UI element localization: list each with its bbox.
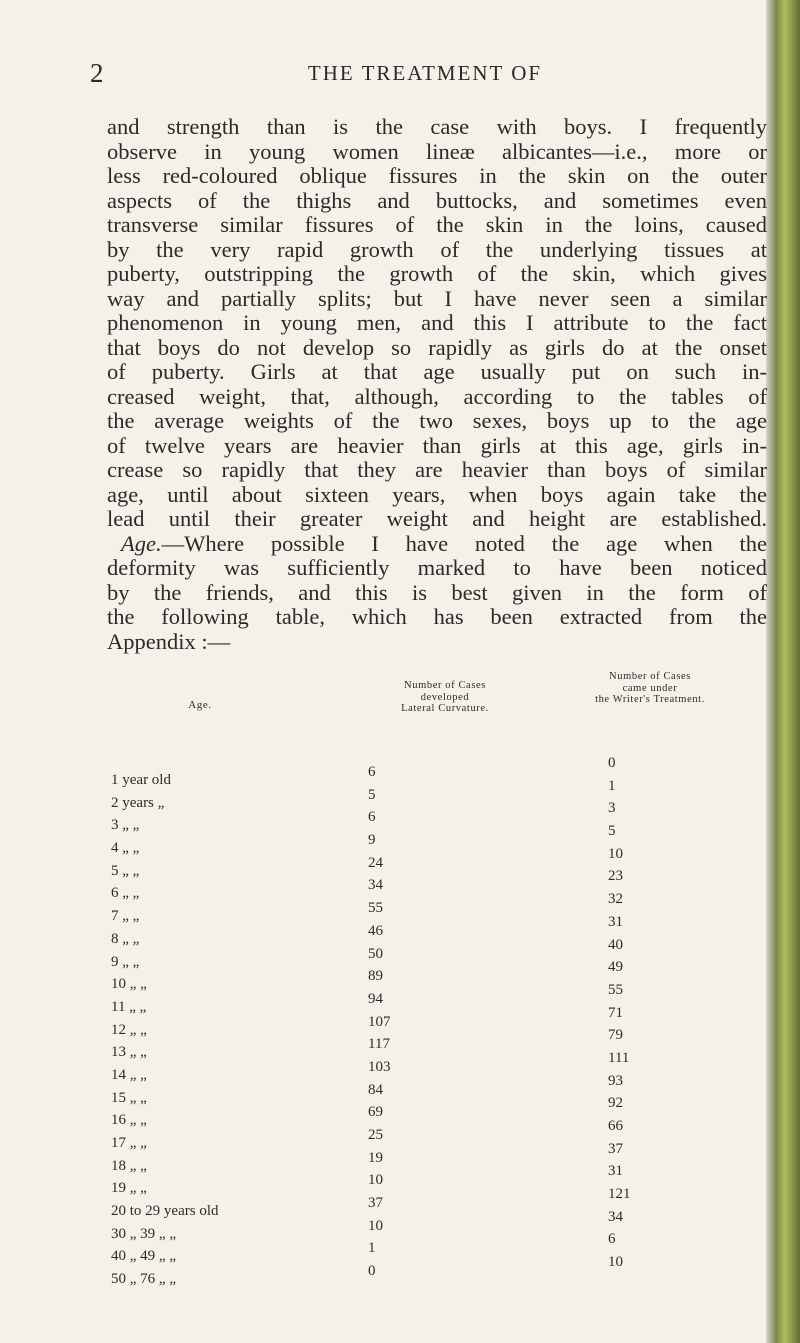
developed-column-heading: Number of Cases developed Lateral Curvature. (401, 680, 489, 714)
developed-column (350, 761, 525, 1283)
treatment-column-heading: Number of Cases came under the Writer's Treatment. (595, 671, 705, 705)
table-row-age: 1 year old (111, 772, 171, 788)
table-row-treated: 40 (608, 936, 623, 953)
body-paragraph (107, 115, 767, 654)
table-row-treated: 111 (608, 1049, 630, 1066)
table-row-treated: 1 (608, 777, 616, 794)
running-head: THE TREATMENT OF (307, 61, 543, 85)
table-row-developed: 10 (368, 1172, 383, 1189)
table-row-developed: 0 (368, 1263, 376, 1280)
text-line: aspects of the thighs and buttocks, and sometimes even (107, 187, 767, 213)
text-line: creased weight, that, although, according to the tables of (107, 383, 767, 409)
table-row-treated: 55 (608, 981, 623, 998)
table-row-developed: 89 (368, 968, 383, 985)
table-row-treated: 66 (608, 1118, 623, 1134)
table-row-developed: 6 (368, 809, 376, 826)
table-row-treated: 23 (608, 868, 623, 885)
table-row-developed: 10 (368, 1217, 383, 1234)
book-page-edge (766, 0, 800, 1343)
table-row-treated: 6 (608, 1231, 616, 1248)
table-row-treated: 71 (608, 1004, 623, 1021)
table-row-age: 16 „ „ (111, 1112, 147, 1129)
text-line: by the very rapid growth of the underlying tissues at (107, 236, 767, 262)
table-row-age: 30 „ 39 „ „ (111, 1225, 176, 1242)
table-row-age: 5 „ „ (111, 862, 140, 879)
text-line: crease so rapidly that they are heavier than boys of similar (107, 457, 767, 482)
text-line: the average weights of the two sexes, boys up to the age (107, 408, 767, 433)
age-lead-word: Age. (121, 530, 162, 556)
table-row-age: 19 „ „ (111, 1180, 147, 1197)
table-row-age: 7 „ „ (111, 908, 140, 925)
table-row-age: 20 to 29 years old (111, 1203, 219, 1220)
table-row-developed: 9 (368, 832, 376, 849)
table-row-treated: 5 (608, 823, 616, 840)
table-row-developed: 25 (368, 1127, 383, 1143)
table-row-developed: 103 (368, 1058, 391, 1075)
table-row-developed: 50 (368, 945, 383, 962)
text-line: deformity was sufficiently marked to have been noticed (107, 555, 767, 580)
table-row-age: 9 „ „ (111, 953, 140, 970)
table-row-treated: 0 (608, 755, 616, 771)
table-row-developed: 6 (368, 764, 376, 780)
text-line: by the friends, and this is best given in the form of (107, 579, 767, 605)
table-row-age: 6 „ „ (111, 885, 140, 902)
text-line: transverse similar fissures of the skin in the loins, caused (107, 212, 767, 237)
table-row-age: 12 „ „ (111, 1021, 147, 1038)
age-column (111, 769, 331, 1291)
table-row-developed: 69 (368, 1104, 383, 1121)
table-row-developed: 84 (368, 1081, 383, 1098)
table-row-treated: 10 (608, 845, 623, 862)
table-row-treated: 31 (608, 1163, 623, 1180)
text-line: the following table, which has been extracted from the (107, 604, 767, 629)
text-line: Appendix :— (107, 628, 231, 654)
table-row-treated: 93 (608, 1072, 623, 1089)
text-line: lead until their greater weight and height are established. (107, 506, 767, 531)
table-row-developed: 107 (368, 1013, 391, 1030)
table-row-age: 50 „ 76 „ „ (111, 1271, 176, 1288)
table-row-age: 13 „ „ (111, 1044, 147, 1061)
text-line: of twelve years are heavier than girls at this age, girls in- (107, 432, 767, 458)
table-row-age: 40 „ 49 „ „ (111, 1248, 176, 1265)
table-row-treated: 31 (608, 913, 623, 930)
table-row-developed: 37 (368, 1195, 383, 1212)
text-line: of puberty. Girls at that age usually put on such in- (107, 359, 767, 384)
text-line: that boys do not develop so rapidly as girls do at the onset (107, 334, 767, 360)
table-row-developed: 94 (368, 990, 383, 1007)
text-line: observe in young women lineæ albicantes—i.e., more or (107, 138, 767, 164)
table-row-treated: 3 (608, 800, 616, 817)
treatment-column (540, 752, 750, 1274)
text-line: way and partially splits; but I have never seen a similar (107, 285, 767, 311)
table-row-treated: 79 (608, 1027, 623, 1044)
table-row-developed: 5 (368, 786, 376, 803)
text-line: less red-coloured oblique fissures in the skin on the outer (107, 163, 767, 188)
table-row-developed: 117 (368, 1036, 390, 1053)
table-row-developed: 34 (368, 877, 383, 894)
table-row-age: 2 years „ (111, 794, 165, 811)
text-line: and strength than is the case with boys. I frequently (107, 114, 767, 139)
text-line: phenomenon in young men, and this I attribute to the fact (107, 310, 767, 335)
text-line-rest: —Where possible I have noted the age when the (161, 530, 767, 556)
table-row-treated: 34 (608, 1208, 623, 1225)
text-line: age, until about sixteen years, when boys again take the (107, 481, 767, 507)
table-row-developed: 46 (368, 922, 383, 939)
table-row-treated: 10 (608, 1254, 623, 1271)
table-row-treated: 49 (608, 959, 623, 976)
table-row-age: 8 „ „ (111, 930, 140, 947)
table-row-age: 14 „ „ (111, 1066, 147, 1083)
age-column-heading: Age. (188, 699, 212, 711)
table-row-age: 18 „ „ (111, 1157, 147, 1174)
table-row-age: 10 „ „ (111, 976, 147, 993)
table-row-developed: 19 (368, 1149, 383, 1166)
page-header (90, 58, 760, 98)
table-row-treated: 37 (608, 1140, 623, 1157)
page-number: 2 (90, 58, 104, 88)
table-row-age: 17 „ „ (111, 1135, 147, 1151)
table-row-treated: 121 (608, 1186, 631, 1203)
table-row-developed: 24 (368, 854, 383, 871)
table-row-treated: 32 (608, 891, 623, 908)
table-row-age: 3 „ „ (111, 817, 140, 834)
table-row-developed: 55 (368, 900, 383, 917)
table-row-age: 15 „ „ (111, 1089, 147, 1106)
text-line: puberty, outstripping the growth of the skin, which gives (107, 261, 767, 286)
text-line (107, 532, 767, 557)
table-row-developed: 1 (368, 1240, 376, 1257)
table-row-treated: 92 (608, 1095, 623, 1112)
table-row-age: 11 „ „ (111, 998, 147, 1015)
table-row-age: 4 „ „ (111, 840, 140, 857)
